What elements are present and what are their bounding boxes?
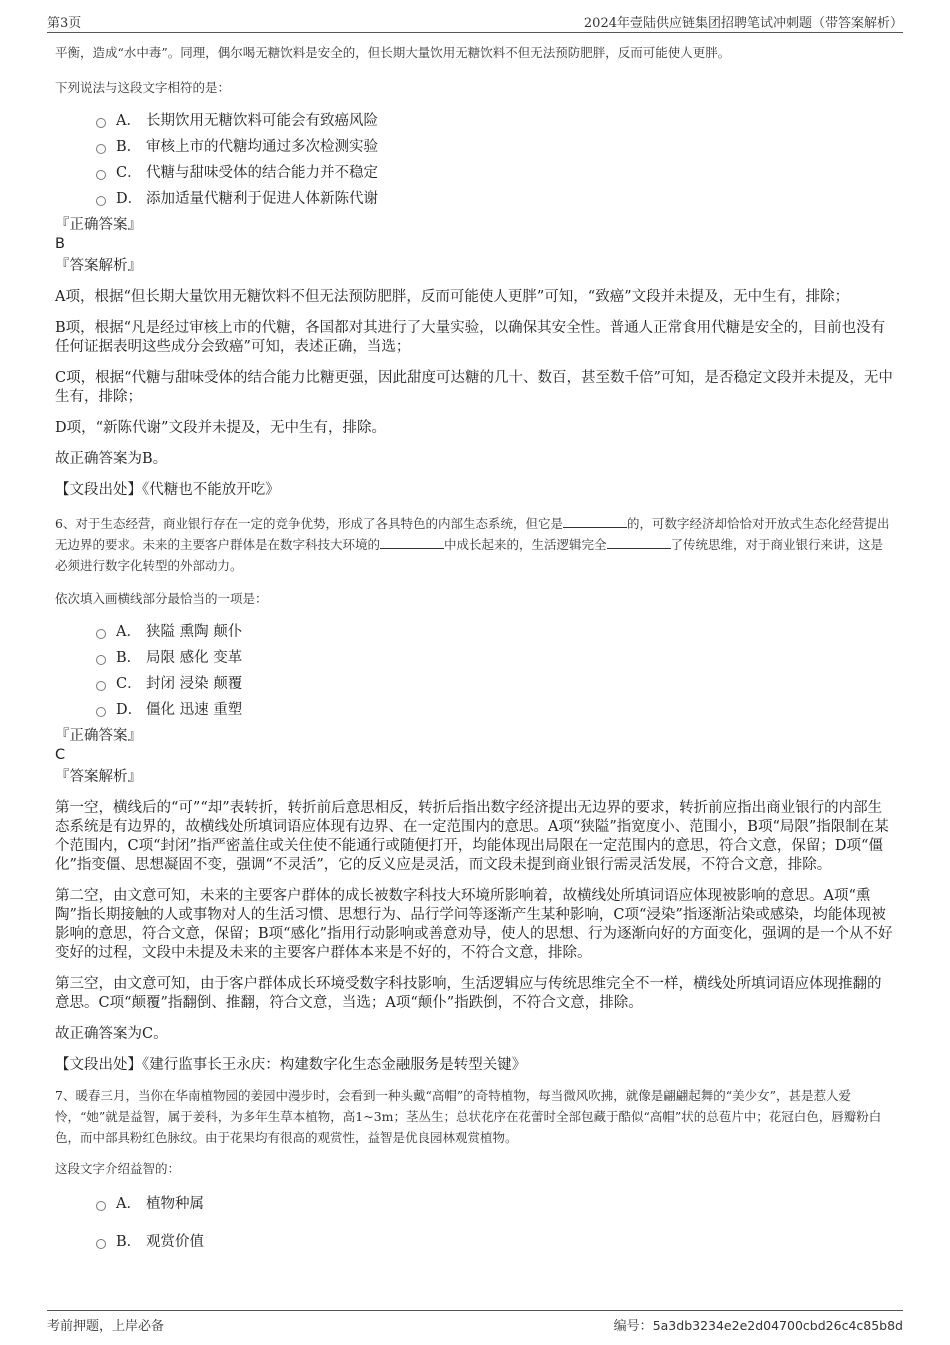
q7-prompt: 这段文字介绍益智的： [55,1161,181,1176]
radio-icon[interactable] [96,170,106,180]
page-content [55,40,895,1255]
radio-icon[interactable] [96,681,106,691]
q5-analysis-a: A项，根据“但长期大量饮用无糖饮料不但无法预防肥胖，反而可能使人更胖”可知，“致癌”文段并未提及，无中生有，排除； [55,289,850,305]
document-title: 2024年壹陆供应链集团招聘笔试冲刺题（带答案解析） [583,16,903,31]
q6-passage: 6、对于生态经营，商业银行存在一定的竞争优势，形成了各具特色的内部生态系统，但它是 的，可数字经济却恰恰对开放式生态化经营提出无边界的要求。未来的主要客户群体是在数字科技大环境的 中成长起来的，生活逻辑完全 了传统思维，对于商业银行来讲，这是必须进行数字化转型的外部动力。 [55,516,890,573]
q5-option-c[interactable]: C． 代糖与甜味受体的结合能力并不稳定 [95,160,895,186]
document-id-label: 编号： [613,1319,653,1334]
q5-analysis-heading: 『答案解析』 [55,258,142,274]
q5-answer: B [55,236,65,252]
radio-icon[interactable] [96,655,106,665]
document-id-value: 5a3db3234e2e2d04700cbd26c4c85b8d [652,1318,903,1333]
q6-option-b[interactable]: B． 局限 感化 变革 [95,645,895,671]
q5-conclusion: 故正确答案为B。 [55,451,168,467]
q7-options [55,1191,895,1255]
q5-source: 【文段出处】《代糖也不能放开吃》 [55,482,280,498]
fill-blank-1 [563,514,627,528]
q6-option-c[interactable]: C． 封闭 浸染 颠覆 [95,671,895,697]
footer-slogan: 考前押题，上岸必备 [47,1319,165,1334]
q5-analysis-b: B项，根据“凡是经过审核上市的代糖，各国都对其进行了大量实验，以确保其安全性。普通人正常食用代糖是安全的，目前也没有任何证据表明这些成分会致癌”可知，表述正确，当选； [55,320,886,355]
q7-option-b[interactable]: B． 观赏价值 [95,1229,895,1255]
q5-option-a[interactable]: A． 长期饮用无糖饮料可能会有致癌风险 [95,108,895,134]
q5-option-d[interactable]: D． 添加适量代糖利于促进人体新陈代谢 [95,186,895,212]
radio-icon[interactable] [96,118,106,128]
radio-icon[interactable] [96,629,106,639]
page-number: 第3页 [47,16,82,31]
page-footer [47,1310,903,1335]
fill-blank-3 [607,535,671,549]
radio-icon[interactable] [96,1239,106,1249]
q5-prompt: 下列说法与这段文字相符的是： [55,80,231,95]
q6-source: 【文段出处】《建行监事长王永庆：构建数字化生态金融服务是转型关键》 [55,1057,527,1073]
q6-options [55,619,895,723]
q7-option-a[interactable]: A． 植物种属 [95,1191,895,1217]
radio-icon[interactable] [96,144,106,154]
radio-icon[interactable] [96,707,106,717]
q6-analysis-heading: 『答案解析』 [55,769,142,785]
q5-analysis-c: C项，根据“代糖与甜味受体的结合能力比糖更强，因此甜度可达糖的几十、数百，甚至数千倍”可知，是否稳定文段并未提及，无中生有，排除； [55,370,893,405]
radio-icon[interactable] [96,1201,106,1211]
q6-option-d[interactable]: D． 僵化 迅速 重塑 [95,697,895,723]
fill-blank-2 [380,535,444,549]
q5-options [55,108,895,212]
q6-prompt: 依次填入画横线部分最恰当的一项是： [55,591,268,606]
q6-analysis-blank1: 第一空，横线后的“可”“却”表转折，转折前后意思相反，转折后指出数字经济提出无边界的要求，转折前应指出商业银行的内部生态系统是有边界的，故横线处所填词语应体现有边界、在一定范围内的意思。A项“狭隘”指宽度小、范围小，B项“局限”指限制在某个范围内，C项“封闭”指严密盖住或关住使不能通行或随便打开，均能体现出局限在一定范围内的意思，符合文意，保留；D项“僵化”指变僵、思想凝固不变，强调“不灵活”，它的反义应是灵活，而文段未提到商业银行需灵活发展，不符合文意，排除。 [55,800,889,873]
q6-option-a[interactable]: A． 狭隘 熏陶 颠仆 [95,619,895,645]
radio-icon[interactable] [96,196,106,206]
q6-analysis-blank2: 第二空，由文意可知，未来的主要客户群体的成长被数字科技大环境所影响着，故横线处所填词语应体现被影响的意思。A项“熏陶”指长期接触的人或事物对人的生活习惯、思想行为、品行学问等逐渐产生某种影响，C项“浸染”指逐渐沾染或感染，均能体现被影响的意思，符合文意，保留；B项“感化”指用行动影响或善意劝导，使人的思想、行为逐渐向好的方面变化，强调的是一个从不好变好的过程，文段中未提及未来的主要客户群体本来是不好的，不符合文意，排除。 [55,888,893,961]
q5-answer-heading: 『正确答案』 [55,217,142,233]
q7-passage: 7、暖春三月，当你在华南植物园的姜园中漫步时，会看到一种头戴“高帽”的奇特植物，每当微风吹拂，就像是翩翩起舞的“美少女”，甚是惹人爱怜，“她”就是益智，属于姜科，为多年生草本植物，高1~3m；茎丛生；总状花序在花蕾时全部包藏于酷似“高帽”状的总苞片中；花冠白色，唇瓣粉白色，而中部具粉红色脉纹。由于花果均有很高的观赏性，益智是优良园林观赏植物。 [55,1088,882,1145]
document-id [614,1315,903,1334]
q6-answer-heading: 『正确答案』 [55,728,142,744]
q6-analysis-blank3: 第三空，由文意可知，由于客户群体成长环境受数字科技影响，生活逻辑应与传统思维完全不一样，横线处所填词语应体现推翻的意思。C项“颠覆”指翻倒、推翻，符合文意，当选；A项“颠仆”指跌倒，不符合文意，排除。 [55,976,882,1011]
q5-passage-continuation: 平衡，造成“水中毒”。同理，偶尔喝无糖饮料是安全的，但长期大量饮用无糖饮料不但无法预防肥胖，反而可能使人更胖。 [55,45,731,60]
q6-conclusion: 故正确答案为C。 [55,1026,168,1042]
q5-analysis-d: D项，“新陈代谢”文段并未提及，无中生有，排除。 [55,420,386,436]
q6-answer: C [55,747,66,763]
q5-option-b[interactable]: B． 审核上市的代糖均通过多次检测实验 [95,134,895,160]
page-header [47,12,903,33]
